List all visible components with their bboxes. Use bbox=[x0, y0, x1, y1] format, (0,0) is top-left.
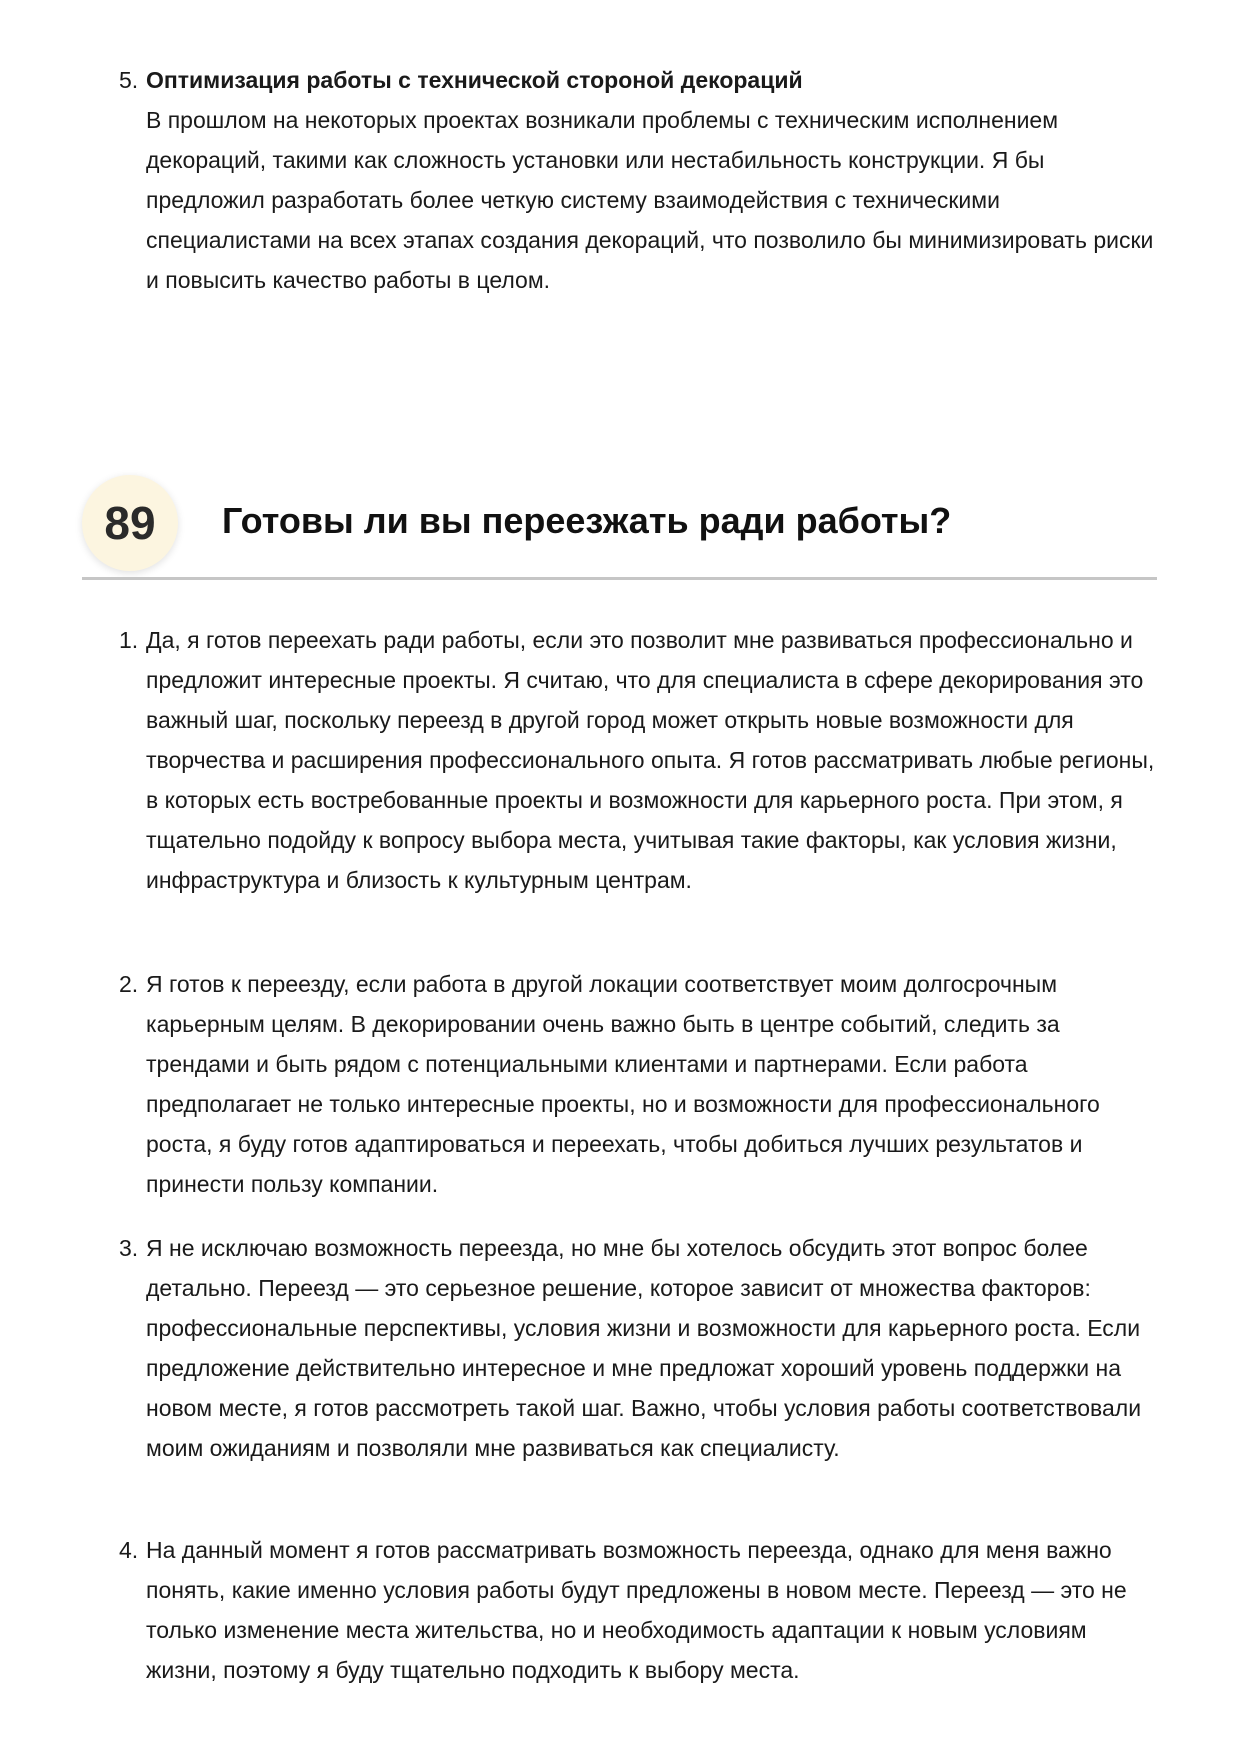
answer-number: 3. bbox=[119, 1235, 139, 1261]
answer-body bbox=[146, 620, 1156, 900]
list-item-title: Оптимизация работы с технической стороной декораций bbox=[146, 67, 803, 93]
answer-body bbox=[146, 964, 1156, 1204]
answer-body bbox=[146, 1228, 1156, 1468]
section-header bbox=[0, 475, 1239, 581]
answer-number: 2. bbox=[119, 971, 139, 997]
answer-text: Я готов к переезду, если работа в другой локации соответствует моим долгосрочным карьерным целям. В декорировании очень важно быть в центре событий, следить за трендами и быть рядом с потенциальными клиентами и партнерами. Если работа предполагает не только интересные проекты, но и возможности для профессионального роста, я буду готов адаптироваться и переехать, чтобы добиться лучших результатов и принести пользу компании. bbox=[146, 971, 1100, 1197]
answer-number: 1. bbox=[119, 627, 139, 653]
answer-number: 4. bbox=[119, 1537, 139, 1563]
list-item-body bbox=[146, 60, 1156, 300]
list-item-text: В прошлом на некоторых проектах возникали проблемы с техническим исполнением декораций, такими как сложность установки или нестабильность конструкции. Я бы предложил разработать более четкую систему взаимодействия с техническими специалистами на всех этапах создания декораций, что позволило бы минимизировать риски и повысить качество работы в целом. bbox=[146, 107, 1154, 293]
question-title: Готовы ли вы переезжать ради работы? bbox=[222, 500, 952, 541]
section-divider bbox=[82, 577, 1157, 580]
question-number-badge: 89 bbox=[82, 475, 178, 571]
answer-text: Я не исключаю возможность переезда, но мне бы хотелось обсудить этот вопрос более детально. Переезд — это серьезное решение, которое зависит от множества факторов: профессиональные перспективы, условия жизни и возможности для карьерного роста. Если предложение действительно интересное и мне предложат хороший уровень поддержки на новом месте, я готов рассмотреть такой шаг. Важно, чтобы условия работы соответствовали моим ожиданиям и позволяли мне развиваться как специалисту. bbox=[146, 1235, 1142, 1461]
answer-text: Да, я готов переехать ради работы, если это позволит мне развиваться профессионально и предложит интересные проекты. Я считаю, что для специалиста в сфере декорирования это важный шаг, поскольку переезд в другой город может открыть новые возможности для творчества и расширения профессионального опыта. Я готов рассматривать любые регионы, в которых есть востребованные проекты и возможности для карьерного роста. При этом, я тщательно подойду к вопросу выбора места, учитывая такие факторы, как условия жизни, инфраструктура и близость к культурным центрам. bbox=[146, 627, 1155, 893]
answer-text: На данный момент я готов рассматривать возможность переезда, однако для меня важно понять, какие именно условия работы будут предложены в новом месте. Переезд — это не только изменение места жительства, но и необходимость адаптации к новым условиям жизни, поэтому я буду тщательно подходить к выбору места. bbox=[146, 1537, 1127, 1683]
list-item-number: 5. bbox=[119, 67, 139, 93]
answer-body bbox=[146, 1530, 1156, 1690]
